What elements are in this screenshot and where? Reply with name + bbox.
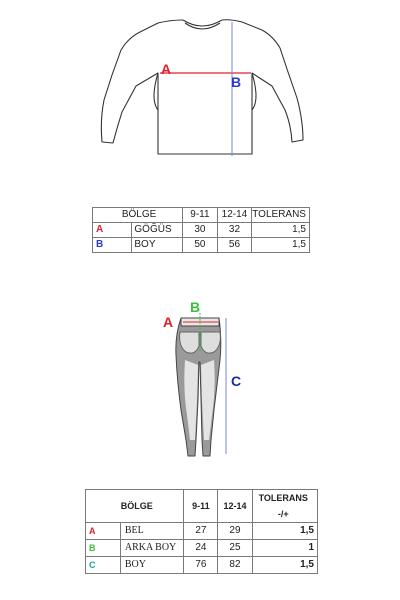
row-value-9-11: 50 <box>183 238 218 253</box>
row-key: A <box>86 523 121 540</box>
row-value-12-14: 56 <box>217 238 252 253</box>
header-tolerance: TOLERANS <box>252 208 310 223</box>
header-size-9-11: 9-11 <box>183 208 218 223</box>
leggings-size-table <box>85 489 318 574</box>
table-row <box>86 540 318 557</box>
row-value-12-14: 25 <box>218 540 252 557</box>
header-region: BÖLGE <box>93 208 183 223</box>
row-key: A <box>93 223 132 238</box>
row-name: BEL <box>120 523 184 540</box>
header-size-12-14: 12-14 <box>217 208 252 223</box>
header-tolerance: TOLERANS -/+ <box>252 490 317 523</box>
row-value-9-11: 76 <box>184 557 218 574</box>
row-tolerance: 1,5 <box>252 523 317 540</box>
sweater-label-a: A <box>161 61 172 77</box>
row-key: B <box>93 238 132 253</box>
row-name: GÖĞÜS <box>132 223 183 238</box>
row-tolerance: 1,5 <box>252 557 317 574</box>
row-key: C <box>86 557 121 574</box>
header-size-9-11: 9-11 <box>184 490 218 523</box>
row-key: B <box>86 540 121 557</box>
header-size-12-14: 12-14 <box>218 490 252 523</box>
row-value-9-11: 24 <box>184 540 218 557</box>
table-row <box>86 557 318 574</box>
row-tolerance: 1,5 <box>252 223 310 238</box>
row-value-12-14: 82 <box>218 557 252 574</box>
sweater-label-b: B <box>231 74 242 90</box>
table-header-row <box>86 490 318 523</box>
row-value-12-14: 32 <box>217 223 252 238</box>
row-value-12-14: 29 <box>218 523 252 540</box>
leggings-label-a: A <box>163 314 174 330</box>
row-name: ARKA BOY <box>120 540 184 557</box>
header-region: BÖLGE <box>86 490 184 523</box>
row-tolerance: 1,5 <box>252 238 310 253</box>
row-name: BOY <box>120 557 184 574</box>
leggings-label-c: C <box>231 373 242 389</box>
table-row <box>86 523 318 540</box>
row-name: BOY <box>132 238 183 253</box>
leggings-label-b: B <box>190 299 201 315</box>
row-value-9-11: 30 <box>183 223 218 238</box>
row-tolerance: 1 <box>252 540 317 557</box>
row-value-9-11: 27 <box>184 523 218 540</box>
